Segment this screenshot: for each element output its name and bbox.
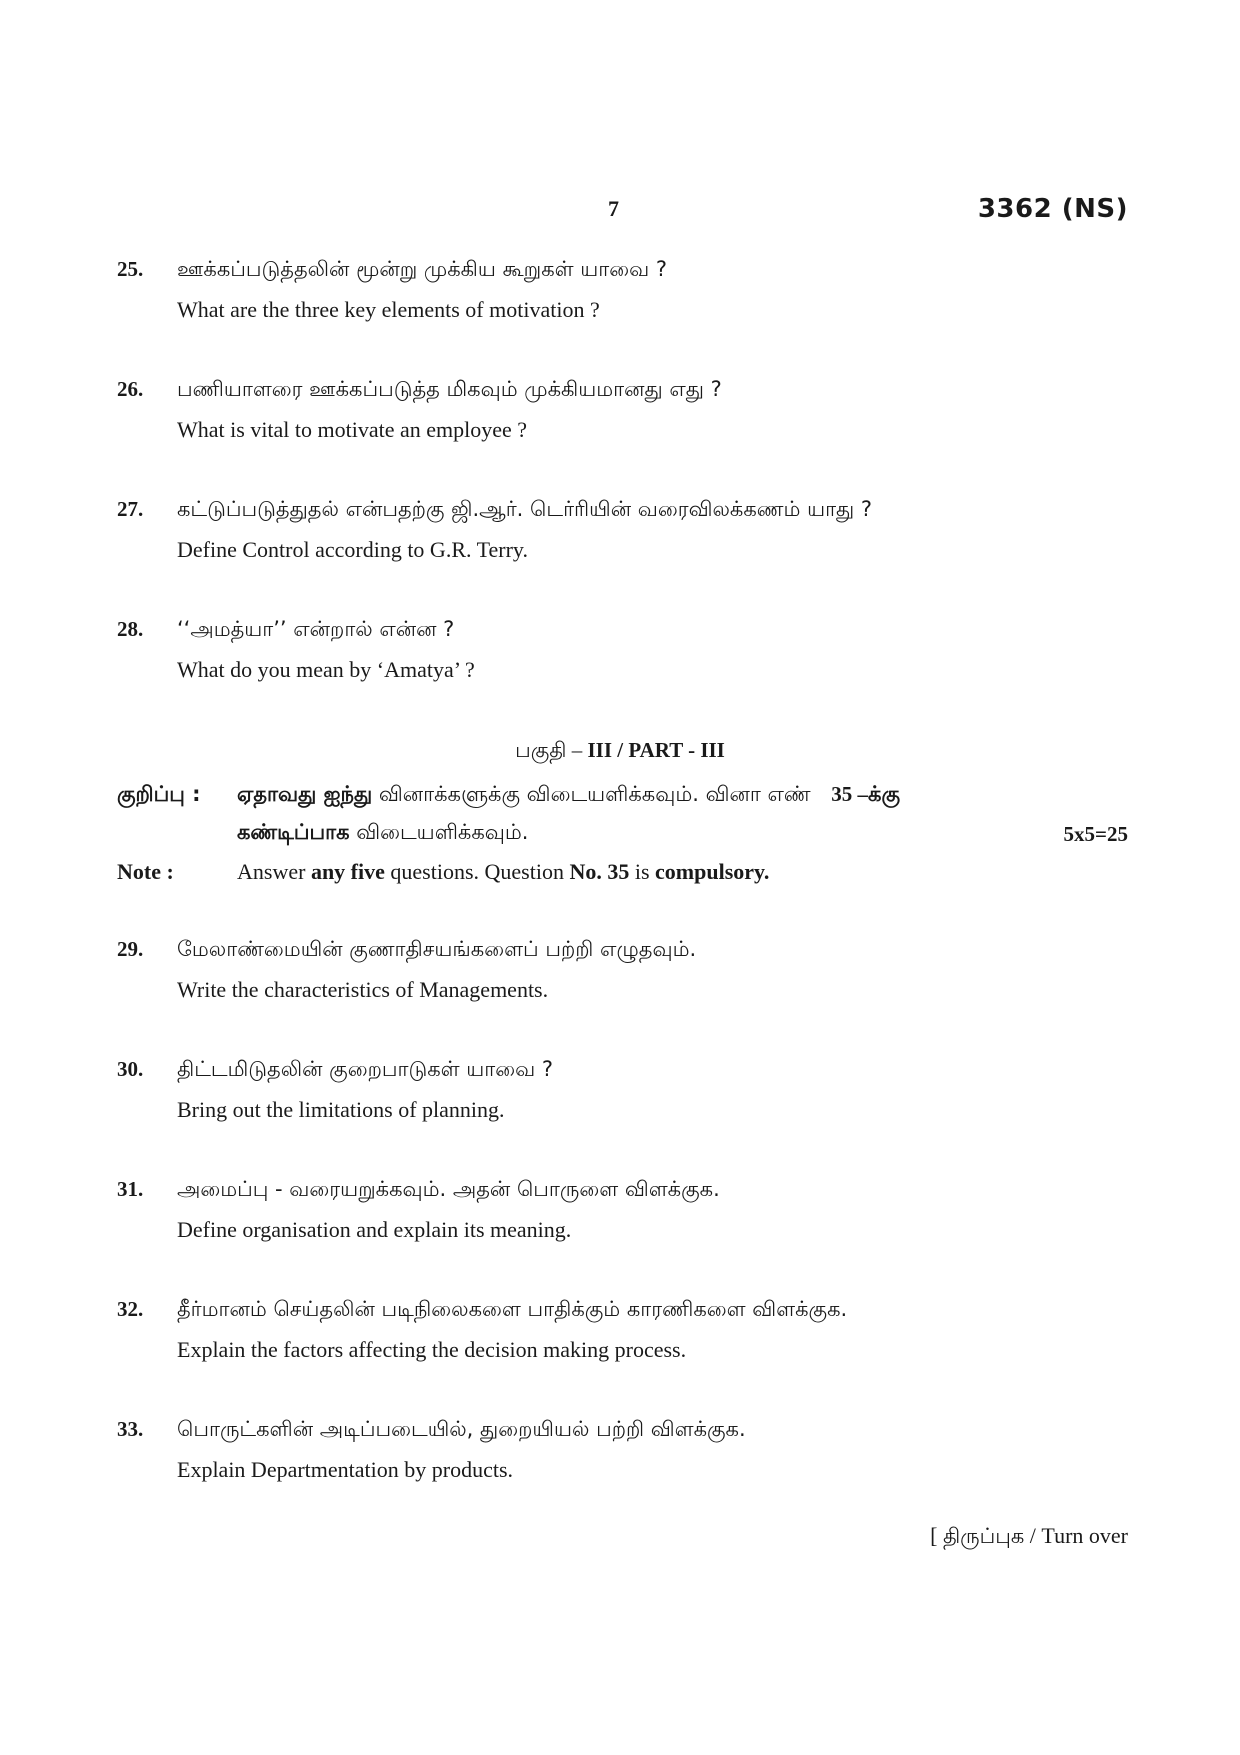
note-label-tamil: குறிப்பு :	[117, 782, 201, 806]
note-text: questions. Question	[384, 859, 570, 884]
question-text-tamil: அமைப்பு - வரையறுக்கவும். அதன் பொருளை விளக்குக.	[177, 1177, 720, 1201]
note-text-tamil-line2	[237, 820, 528, 847]
note-text-tamil-line1	[237, 782, 900, 809]
question-text-english: Write the characteristics of Managements.	[177, 977, 549, 1002]
turn-over-bracket: [	[930, 1523, 943, 1548]
note-text: விடையளிக்கவும்.	[349, 820, 529, 844]
question-text-tamil: ‘‘அமத்யா’’ என்றால் என்ன ?	[177, 617, 455, 641]
question-number: 25.	[117, 257, 144, 281]
page-number: 7	[608, 196, 619, 221]
question-number: 32.	[117, 1297, 144, 1321]
note-emphasis: No. 35	[569, 859, 630, 884]
question-text-tamil: ஊக்கப்படுத்தலின் மூன்று முக்கிய கூறுகள் யாவை ?	[177, 257, 668, 281]
question-text-tamil: தீர்மானம் செய்தலின் படிநிலைகளை பாதிக்கும் காரணிகளை விளக்குக.	[177, 1297, 848, 1321]
question-text-tamil: கட்டுப்படுத்துதல் என்பதற்கு ஜி.ஆர். டெர்ரியின் வரைவிலக்கணம் யாது ?	[177, 497, 873, 521]
note-emphasis: compulsory.	[655, 859, 770, 884]
part-heading	[0, 738, 1240, 765]
part-heading-separator: –	[566, 738, 588, 762]
question-text-english: Bring out the limitations of planning.	[177, 1097, 505, 1122]
note-text: is	[629, 859, 656, 884]
question-text-english: What is vital to motivate an employee ?	[177, 417, 528, 442]
turn-over-tamil: திருப்புக	[942, 1524, 1025, 1548]
question-text-english: Explain Departmentation by products.	[177, 1457, 514, 1482]
turn-over-english: / Turn over	[1024, 1523, 1128, 1548]
question-number: 28.	[117, 617, 144, 641]
question-text-tamil: மேலாண்மையின் குணாதிசயங்களைப் பற்றி எழுதவும்.	[177, 937, 697, 961]
paper-code: 3362 (NS)	[977, 194, 1128, 224]
question-text-english: What do you mean by ‘Amatya’ ?	[177, 657, 475, 682]
question-text-english: Define Control according to G.R. Terry.	[177, 537, 528, 562]
note-text: Answer	[237, 859, 311, 884]
question-number: 27.	[117, 497, 144, 521]
question-text-tamil: பணியாளரை ஊக்கப்படுத்த மிகவும் முக்கியமானது எது ?	[177, 377, 722, 401]
note-text: வினாக்களுக்கு விடையளிக்கவும். வினா எண்	[372, 782, 818, 806]
question-text-english: Explain the factors affecting the decision making process.	[177, 1337, 687, 1362]
question-number: 33.	[117, 1417, 144, 1441]
question-number: 30.	[117, 1057, 144, 1081]
question-text-english: Define organisation and explain its meaning.	[177, 1217, 572, 1242]
part-heading-english: III / PART - III	[587, 738, 725, 762]
question-text-english: What are the three key elements of motivation ?	[177, 297, 600, 322]
question-text-tamil: பொருட்களின் அடிப்படையில், துறையியல் பற்றி விளக்குக.	[177, 1417, 746, 1441]
note-emphasis: 35 –க்கு	[831, 782, 901, 806]
note-label-english: Note :	[117, 859, 174, 884]
note-emphasis: any five	[310, 859, 385, 884]
question-number: 26.	[117, 377, 144, 401]
note-emphasis: ஏதாவது ஐந்து	[237, 782, 373, 806]
question-text-tamil: திட்டமிடுதலின் குறைபாடுகள் யாவை ?	[177, 1057, 554, 1081]
marks-allocation: 5x5=25	[1063, 822, 1128, 846]
question-number: 31.	[117, 1177, 144, 1201]
note-emphasis: கண்டிப்பாக	[237, 820, 350, 844]
note-text-english	[237, 859, 769, 885]
question-number: 29.	[117, 937, 144, 961]
part-heading-tamil: பகுதி	[515, 738, 567, 762]
turn-over-note	[930, 1523, 1128, 1551]
